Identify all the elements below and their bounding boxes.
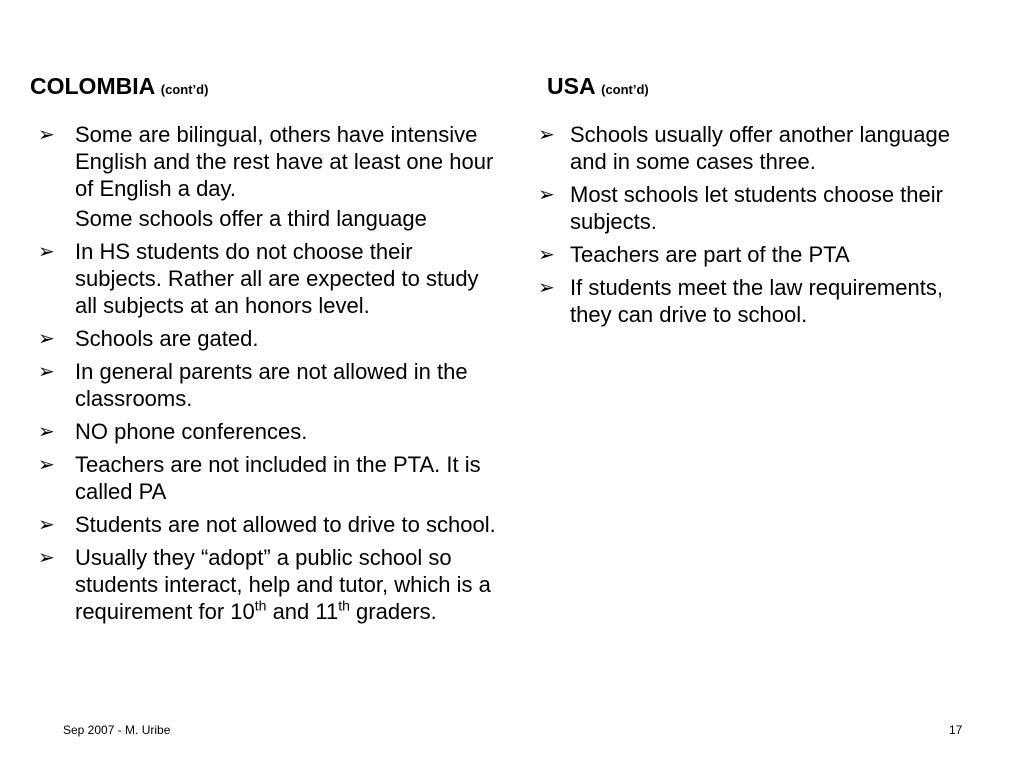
arrow-bullet-icon: ➢: [38, 419, 55, 443]
arrow-bullet-icon: ➢: [38, 122, 55, 146]
page-number: 17: [949, 723, 963, 737]
arrow-bullet-icon: ➢: [38, 512, 55, 536]
colombia-column: [30, 70, 500, 631]
list-item: [530, 241, 980, 268]
list-item-text: In HS students do not choose their subjects. Rather all are expected to study all subjects at an honors level.: [75, 239, 479, 318]
list-item-text-part: and 11: [266, 599, 339, 624]
arrow-bullet-icon: ➢: [538, 242, 555, 266]
list-item: [30, 358, 500, 412]
list-item: [30, 418, 500, 445]
arrow-bullet-icon: ➢: [38, 452, 55, 476]
list-item: [30, 325, 500, 352]
usa-bullet-list: [530, 121, 980, 328]
list-item: [30, 544, 500, 625]
list-item-text: Teachers are part of the PTA: [570, 242, 850, 267]
arrow-bullet-icon: ➢: [38, 545, 55, 569]
arrow-bullet-icon: ➢: [538, 182, 555, 206]
colombia-title-sub: (cont’d): [160, 82, 209, 97]
list-item-text: Teachers are not included in the PTA. It is called PA: [75, 452, 481, 504]
list-item-text: Some schools offer a third language: [75, 206, 427, 231]
list-item: [30, 238, 500, 319]
arrow-bullet-icon: ➢: [538, 275, 555, 299]
ordinal-superscript: th: [254, 597, 267, 614]
list-item-text: NO phone conferences.: [75, 419, 308, 444]
list-item: [530, 181, 980, 235]
colombia-title: COLOMBIA: [30, 73, 155, 99]
list-item-text: Students are not allowed to drive to school.: [75, 512, 496, 537]
list-item-text: Schools usually offer another language and in some cases three.: [570, 122, 950, 174]
list-item: [30, 121, 500, 202]
list-item-text: If students meet the law requirements, they can drive to school.: [570, 275, 943, 327]
usa-title-sub: (cont’d): [601, 82, 649, 97]
arrow-bullet-icon: ➢: [38, 359, 55, 383]
list-item: [530, 274, 980, 328]
ordinal-superscript: th: [338, 597, 350, 614]
list-item: [530, 121, 980, 175]
usa-title: USA: [547, 73, 595, 99]
list-item: [30, 511, 500, 538]
list-item-text: Schools are gated.: [75, 326, 259, 351]
colombia-bullet-list: [30, 121, 500, 625]
list-item-continuation: [30, 205, 500, 232]
arrow-bullet-icon: ➢: [38, 239, 55, 263]
list-item-text: Most schools let students choose their subjects.: [570, 182, 943, 234]
arrow-bullet-icon: ➢: [38, 326, 55, 350]
usa-column: [530, 70, 980, 334]
colombia-heading: [30, 70, 500, 106]
list-item-text-part: Usually they “adopt” a public school so students interact, help and tutor, which is a requirement for 10: [75, 545, 491, 624]
list-item-text-part: graders.: [349, 599, 437, 624]
list-item-text: Some are bilingual, others have intensive English and the rest have at least one hour of English a day.: [75, 122, 494, 201]
list-item-text: [75, 545, 491, 624]
list-item: [30, 451, 500, 505]
footer-author-date: Sep 2007 - M. Uribe: [63, 723, 171, 737]
arrow-bullet-icon: ➢: [538, 122, 555, 146]
usa-heading: [547, 70, 980, 106]
list-item-text: In general parents are not allowed in the classrooms.: [75, 359, 468, 411]
